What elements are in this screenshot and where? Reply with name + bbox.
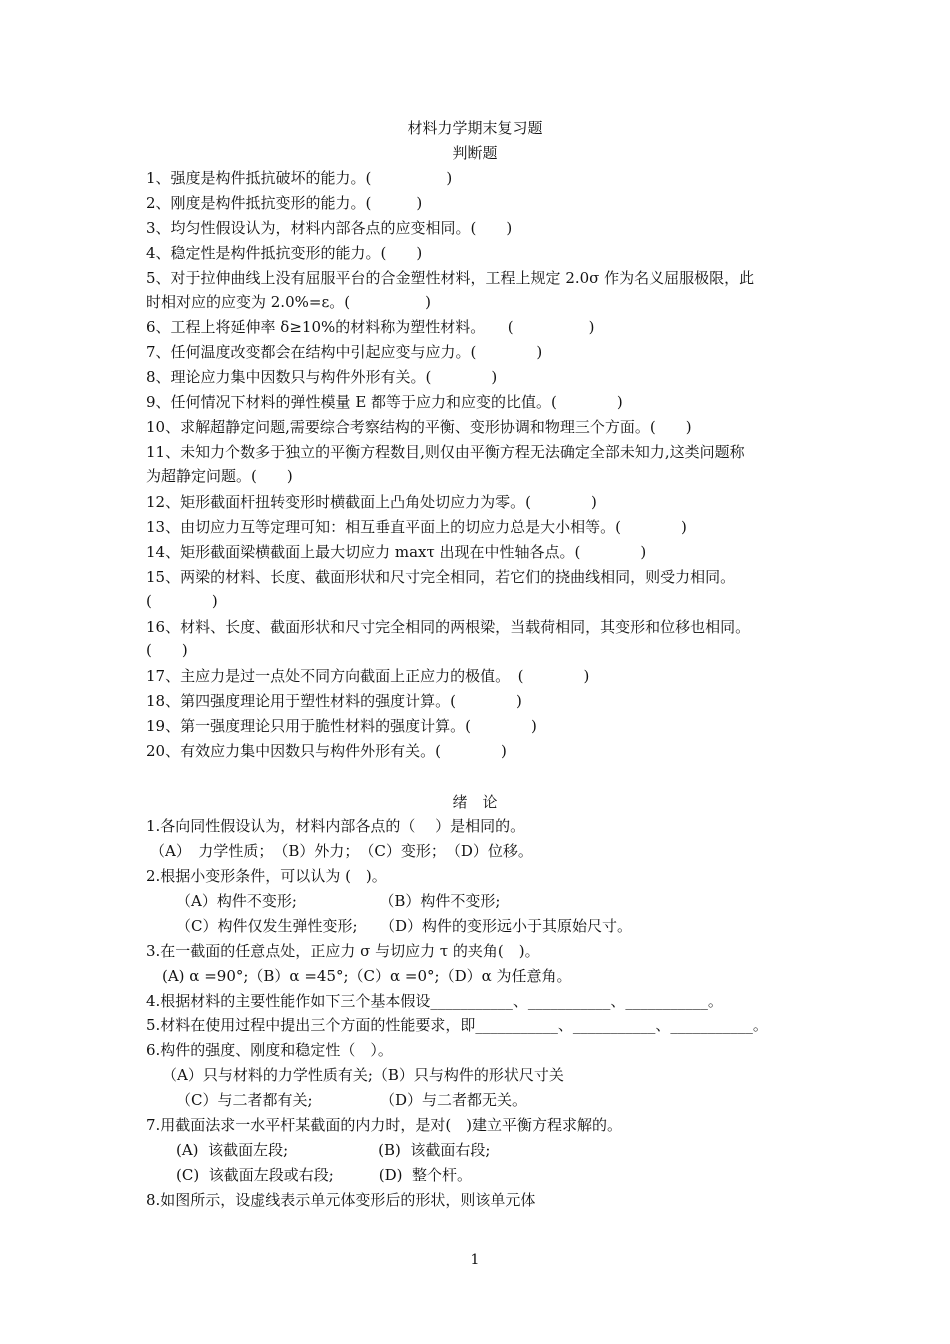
page-number: 1 — [470, 1252, 480, 1268]
list-item: 为超静定问题。( ) — [146, 467, 293, 485]
list-item: 11、未知力个数多于独立的平衡方程数目,则仅由平衡方程无法确定全部未知力,这类问题称 — [146, 443, 745, 461]
list-item: 17、主应力是过一点处不同方向截面上正应力的极值。 ( ) — [146, 667, 590, 685]
list-item: 时相对应的应变为 2.0%=ε。( ) — [146, 293, 431, 311]
list-item: 8.如图所示，设虚线表示单元体变形后的形状，则该单元体 — [146, 1191, 536, 1209]
list-item: 10、求解超静定问题,需要综合考察结构的平衡、变形协调和物理三个方面。( ) — [146, 418, 692, 436]
list-item: （A）构件不变形; （B）构件不变形; — [176, 892, 501, 910]
list-item: （C）构件仅发生弹性变形; （D）构件的变形远小于其原始尺寸。 — [176, 917, 633, 935]
list-item: 2、刚度是构件抵抗变形的能力。( ) — [146, 194, 423, 212]
list-item: 3、均匀性假设认为，材料内部各点的应变相同。( ) — [146, 219, 513, 237]
list-item: 1.各向同性假设认为，材料内部各点的（ ）是相同的。 — [146, 817, 526, 835]
list-item: （A） 力学性质； （B）外力； （C）变形； （D）位移。 — [150, 842, 533, 860]
document-title: 材料力学期末复习题 — [407, 119, 543, 137]
list-item: 5.材料在使用过程中提出三个方面的性能要求，即___________、___________、___________。 — [146, 1016, 768, 1034]
list-item: 5、对于拉伸曲线上没有屈服平台的合金塑性材料，工程上规定 2.0σ 作为名义屈服极限，此 — [146, 269, 755, 287]
list-item: 13、由切应力互等定理可知：相互垂直平面上的切应力总是大小相等。( ) — [146, 518, 687, 536]
list-item: 19、第一强度理论只用于脆性材料的强度计算。( ) — [146, 717, 537, 735]
list-item: 6.构件的强度、刚度和稳定性（ ）。 — [146, 1041, 393, 1059]
section-title-judgment: 判断题 — [452, 144, 498, 162]
list-item: 8、理论应力集中因数只与构件外形有关。( ) — [146, 368, 498, 386]
list-item: (A) α =90°;（B）α =45°;（C）α =0°;（D）α 为任意角。 — [162, 967, 572, 985]
list-item: 2.根据小变形条件，可以认为 ( )。 — [146, 867, 387, 885]
list-item: 16、材料、长度、截面形状和尺寸完全相同的两根梁，当载荷相同，其变形和位移也相同。 — [146, 618, 751, 636]
list-item: 4、稳定性是构件抵抗变形的能力。( ) — [146, 244, 423, 262]
list-item: 18、第四强度理论用于塑性材料的强度计算。( ) — [146, 692, 522, 710]
list-item: 15、两梁的材料、长度、截面形状和尺寸完全相同，若它们的挠曲线相同，则受力相同。 — [146, 568, 736, 586]
list-item: ( ) — [146, 641, 188, 659]
list-item: 7.用截面法求一水平杆某截面的内力时，是对( )建立平衡方程求解的。 — [146, 1116, 623, 1134]
list-item: 3.在一截面的任意点处，正应力 σ 与切应力 τ 的夹角( )。 — [146, 942, 540, 960]
list-item: （C）与二者都有关; （D）与二者都无关。 — [176, 1091, 528, 1109]
list-item: 20、有效应力集中因数只与构件外形有关。( ) — [146, 742, 507, 760]
section-title-introduction: 绪 论 — [452, 793, 498, 811]
list-item: (A) 该截面左段; (B) 该截面右段; — [176, 1141, 491, 1159]
list-item: ( ) — [146, 592, 218, 610]
list-item: （A）只与材料的力学性质有关;（B）只与构件的形状尺寸关 — [162, 1066, 564, 1084]
list-item: 6、工程上将延伸率 δ≥10%的材料称为塑性材料。 ( ) — [146, 318, 595, 336]
list-item: 1、强度是构件抵抗破坏的能力。( ) — [146, 169, 453, 187]
list-item: 12、矩形截面杆扭转变形时横截面上凸角处切应力为零。( ) — [146, 493, 597, 511]
list-item: 9、任何情况下材料的弹性模量 E 都等于应力和应变的比值。( ) — [146, 393, 623, 411]
list-item: 4.根据材料的主要性能作如下三个基本假设___________、___________、___________。 — [146, 992, 723, 1010]
list-item: 7、任何温度改变都会在结构中引起应变与应力。( ) — [146, 343, 543, 361]
list-item: 14、矩形截面梁横截面上最大切应力 maxτ 出现在中性轴各点。( ) — [146, 543, 647, 561]
list-item: (C) 该截面左段或右段; (D) 整个杆。 — [176, 1166, 473, 1184]
